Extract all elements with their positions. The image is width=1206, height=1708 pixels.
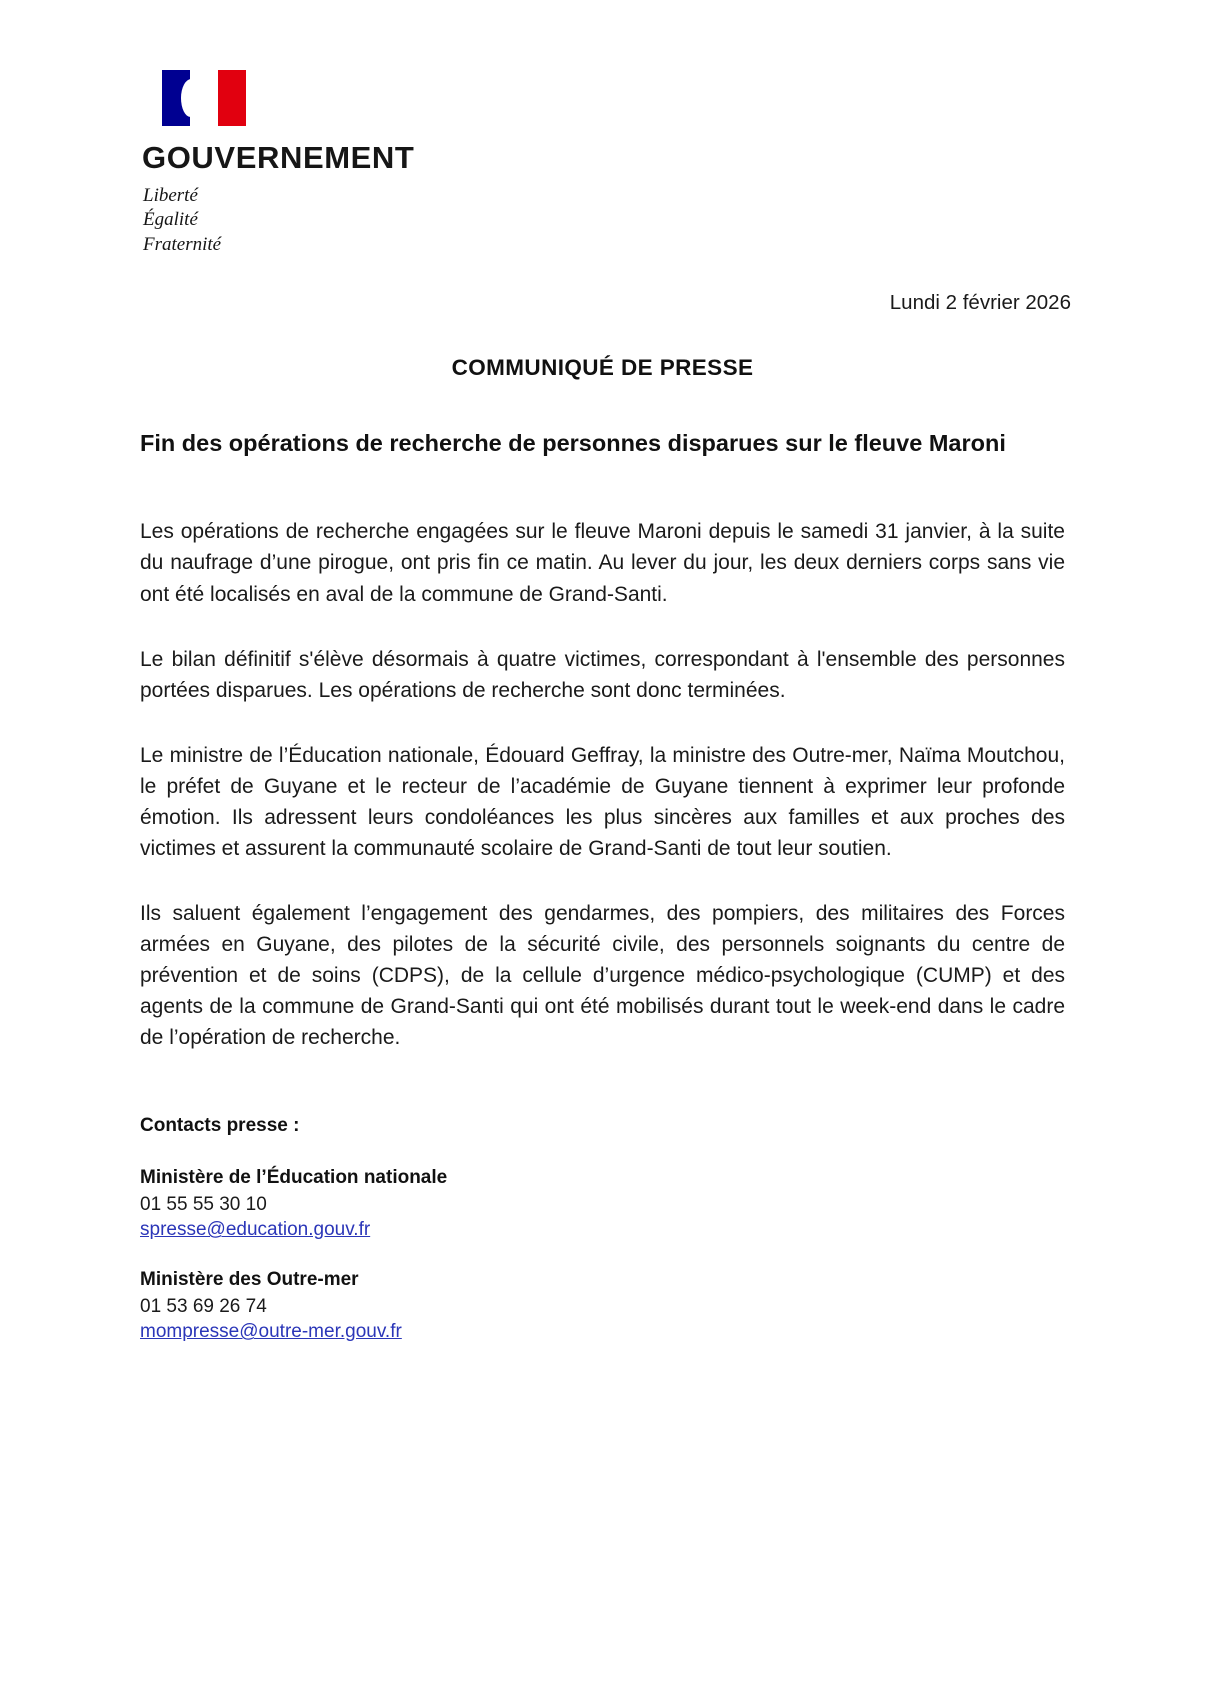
contact-phone: 01 55 55 30 10 xyxy=(140,1194,267,1216)
contact-email-link[interactable]: spresse@education.gouv.fr xyxy=(140,1219,371,1241)
press-contacts xyxy=(140,1115,1065,1343)
logo-title: GOUVERNEMENT xyxy=(142,140,415,175)
paragraph-1: Les opérations de recherche engagées sur le fleuve Maroni depuis le samedi 31 janvier, à la suite du naufrage d’une pirogue, ont pris fin ce matin. Au lever du jour, les deux derniers corps sans vie ont été localisés en aval de la commune de Grand-Santi. xyxy=(140,520,1065,606)
paragraph-2: Le bilan définitif s'élève désormais à quatre victimes, correspondant à l'ensemble des personnes portées disparues. Les opérations de recherche sont donc terminées. xyxy=(140,647,1065,702)
government-logo xyxy=(140,70,560,257)
contact-phone: 01 53 69 26 74 xyxy=(140,1296,267,1318)
paragraph-4: Ils saluent également l’engagement des gendarmes, des pompiers, des militaires des Forces armées en Guyane, des pilotes de la sécurité civile, des personnels soignants du centre de prévention et de soins (CDPS), de la cellule d’urgence médico-psychologique (CUMP) et des agents de la commune de Grand-Santi qui ont été mobilisés durant tout le week-end dans le cadre de l’opération de recherche. xyxy=(140,902,1065,1050)
page-title: Fin des opérations de recherche de personnes disparues sur le fleuve Maroni xyxy=(140,430,1006,456)
contact-item xyxy=(140,1167,1065,1241)
paragraph-3: Le ministre de l’Éducation nationale, Édouard Geffray, la ministre des Outre-mer, Naïma Moutchou, le préfet de Guyane et le recteur de l’académie de Guyane tiennent à exprimer leur profonde émotion. Ils adressent leurs condoléances les plus sincères aux familles et aux proches des victimes et assurent la communauté scolaire de Grand-Santi de tout leur soutien. xyxy=(140,743,1065,860)
contact-item xyxy=(140,1269,1065,1343)
flag-red-band xyxy=(218,70,246,126)
contact-email-link[interactable]: mompresse@outre-mer.gouv.fr xyxy=(140,1321,402,1343)
contacts-heading: Contacts presse : xyxy=(140,1115,300,1137)
motto-liberte: Liberté xyxy=(143,185,198,206)
republic-motto xyxy=(143,184,560,257)
contact-ministry: Ministère de l’Éducation nationale xyxy=(140,1167,448,1189)
publication-date: Lundi 2 février 2026 xyxy=(889,291,1071,314)
flag-white-band-marianne xyxy=(190,70,218,126)
french-flag-icon xyxy=(162,70,246,126)
motto-fraternite: Fraternité xyxy=(143,233,222,255)
document-body xyxy=(140,355,1065,1343)
contact-ministry: Ministère des Outre-mer xyxy=(140,1269,359,1291)
press-release-kicker: COMMUNIQUÉ DE PRESSE xyxy=(451,355,754,380)
motto-egalite: Égalité xyxy=(143,209,198,231)
